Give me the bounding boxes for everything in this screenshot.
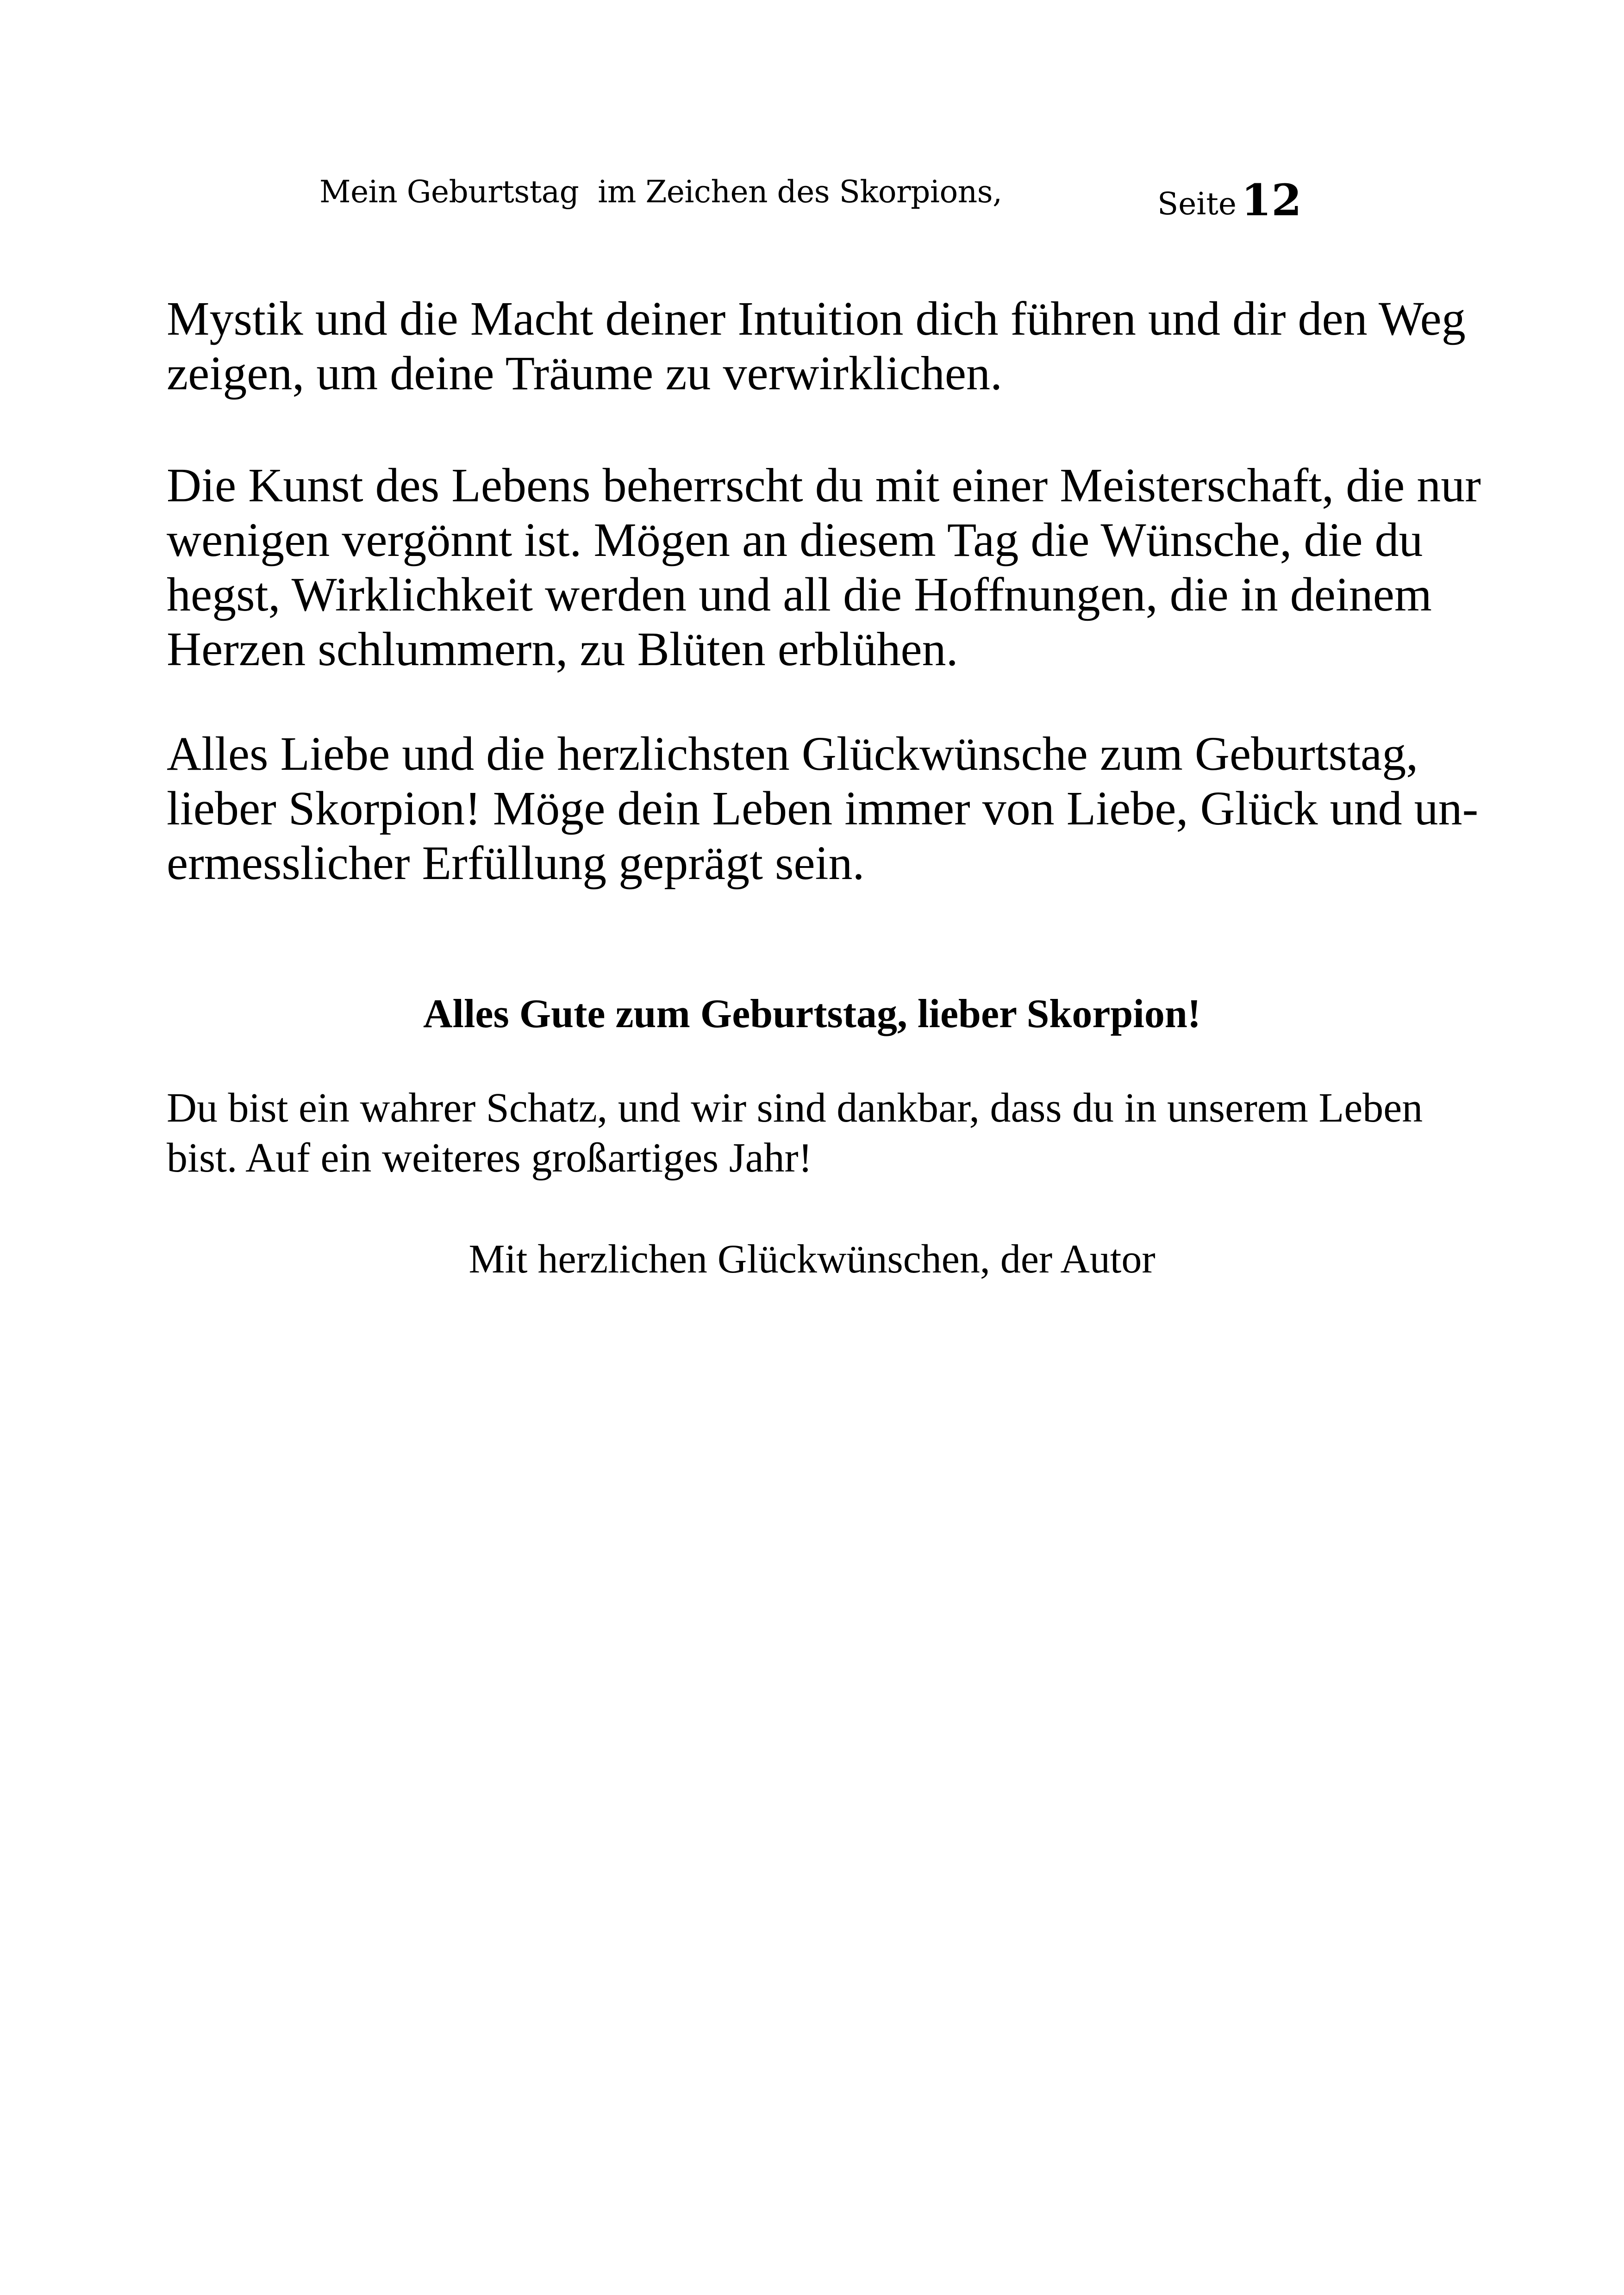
page-indicator [1157,174,1302,225]
paragraph-line: zeigen, um deine Träume zu verwirklichen. [167,347,1003,400]
page-number: 12 [1241,175,1302,226]
paragraph-line: Du bist ein wahrer Schatz, und wir sind dankbar, dass du in unserem Leben [167,1085,1423,1131]
paragraph-line: Herzen schlummern, zu Blüten erblühen. [167,623,958,676]
paragraph-line: Die Kunst des Lebens beherrscht du mit einer Meisterschaft, die nur [167,459,1481,512]
birthday-greeting-heading: Alles Gute zum Geburtstag, lieber Skorpion! [423,992,1201,1036]
paragraph-line: Alles Liebe und die herzlichsten Glückwünsche zum Geburtstag, [167,727,1418,780]
paragraph-line: hegst, Wirklichkeit werden und all die Hoffnungen, die in deinem [167,568,1432,621]
paragraph-line: Mystik und die Macht deiner Intuition dich führen und dir den Weg [167,292,1466,345]
header-title: Mein Geburtstag im Zeichen des Skorpions, [319,174,1002,210]
paragraph-3 [167,727,1479,891]
author-signature: Mit herzlichen Glückwünschen, der Autor [468,1237,1156,1282]
paragraph-line: bist. Auf ein weiteres großartiges Jahr! [167,1135,812,1181]
paragraph-line: lieber Skorpion! Möge dein Leben immer von Liebe, Glück und un- [167,782,1479,835]
page-label: Seite [1157,186,1237,222]
page-header [319,162,1302,226]
paragraph-line: wenigen vergönnt ist. Mögen an diesem Tag die Wünsche, die du [167,513,1423,567]
paragraph-2 [167,458,1481,677]
paragraph-1 [167,292,1466,401]
paragraph-4 [167,1083,1509,1183]
paragraph-line: ermesslicher Erfüllung geprägt sein. [167,836,865,890]
